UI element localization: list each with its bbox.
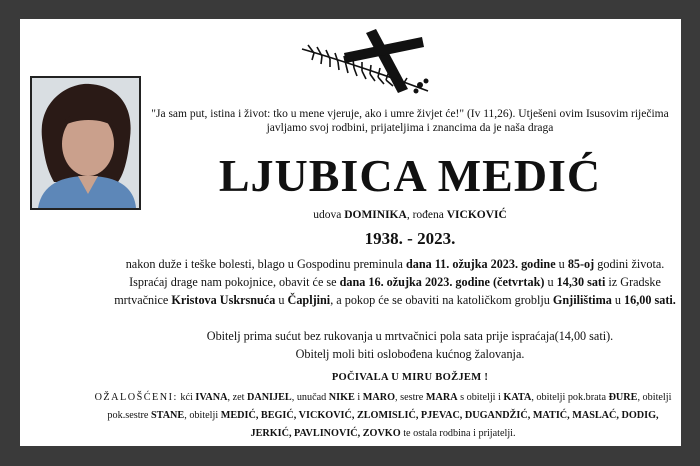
widow-line: udova DOMINIKA, rođena VICKOVIĆ bbox=[313, 209, 507, 221]
deceased-name: LJUBICA MEDIĆ bbox=[218, 150, 602, 201]
portrait-photo bbox=[30, 76, 141, 210]
rest-in-peace: POČIVALA U MIRU BOŽJEM ! bbox=[331, 372, 489, 383]
condolence-note: Obitelj prima sućut bez rukovanja u mrtvačnici pola sata prije ispraćaja(14,00 sati). bbox=[206, 329, 614, 343]
mourning-note: Obitelj moli biti oslobođena kućnog žalovanja. bbox=[295, 347, 525, 361]
death-line: nakon duže i teške bolesti, blago u Gospodinu preminula dana 11. ožujka 2023. godine u 85-oj godini života. bbox=[125, 257, 665, 271]
funeral-line: Ispraćaj drage nam pokojnice, obavit će se dana 16. ožujka 2023. godine (četvrtak) u 14,30 sati iz Gradske mrtvačnice Kristova Uskrsnuća u Čapljini, a pokop će se obaviti na katoličkom groblju Gnjilištima u 16,00 sati. bbox=[114, 275, 676, 307]
obituary-card bbox=[20, 19, 681, 446]
life-dates: 1938. - 2023. bbox=[364, 229, 456, 248]
cross-icon bbox=[300, 27, 440, 99]
family-notes bbox=[144, 327, 676, 363]
bible-quote: "Ja sam put, istina i život: tko u mene vjeruje, ako i umre živjet će!" (Iv 11,26). Utješeni ovim Isusovim riječima javljamo svoj rodbini, prijateljima i znancima da je naša draga bbox=[151, 108, 669, 134]
announcement-text bbox=[110, 255, 680, 309]
mourners-list: OŽALOŠĆENI: kći IVANA, zet DANIJEL, unučad NIKE i MARO, sestre MARA s obitelji i KATA, obitelji pok.brata ĐURE, obitelji pok.sestre STANE, obitelji MEDIĆ, BEGIĆ, VICKOVIĆ, ZLOMISLIĆ, PJEVAC, DUGANDŽIĆ, MATIĆ, MASLAĆ, DODIG, JERKIĆ, PAVLINOVIĆ, ZOVKO te ostala rodbina i prijatelji. bbox=[94, 392, 672, 439]
